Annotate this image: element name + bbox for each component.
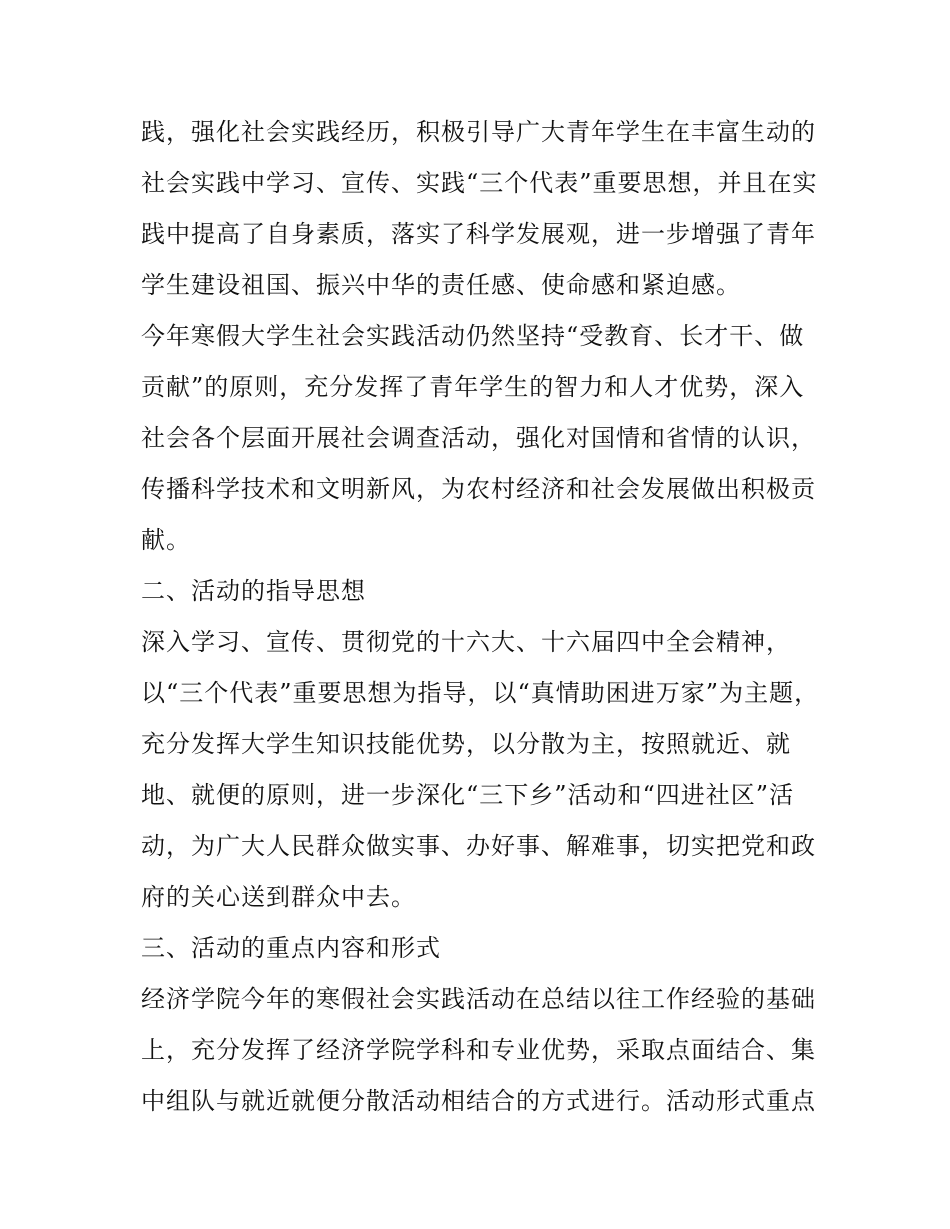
paragraph-line: 践，强化社会实践经历，积极引导广大青年学生在丰富生动的 [141,118,816,146]
paragraph-line: 贡献”的原则，充分发挥了青年学生的智力和人才优势，深入 [141,373,805,401]
paragraph-line: 地、就便的原则，进一步深化“三下乡”活动和“四进社区”活 [141,781,795,809]
paragraph-line: 府的关心送到群众中去。 [141,883,416,911]
document-body [141,107,821,1127]
paragraph-line: 充分发挥大学生知识技能优势，以分散为主，按照就近、就 [141,730,791,758]
paragraph-line: 传播科学技术和文明新风，为农村经济和社会发展做出积极贡 [141,475,816,503]
paragraph-line: 社会各个层面开展社会调查活动，强化对国情和省情的认识， [141,424,816,452]
paragraph-line: 学生建设祖国、振兴中华的责任感、使命感和紧迫感。 [141,271,741,299]
paragraph-line: 践中提高了自身素质，落实了科学发展观，进一步增强了青年 [141,220,816,248]
paragraph-line: 经济学院今年的寒假社会实践活动在总结以往工作经验的基础 [141,985,816,1013]
paragraph-line: 上，充分发挥了经济学院学科和专业优势，采取点面结合、集 [141,1036,816,1064]
paragraph-line: 动，为广大人民群众做实事、办好事、解难事，切实把党和政 [141,832,816,860]
paragraph-line: 社会实践中学习、宣传、实践“三个代表”重要思想，并且在实 [141,169,818,197]
section-heading: 二、活动的指导思想 [141,577,366,605]
paragraph-line: 中组队与就近就便分散活动相结合的方式进行。活动形式重点 [141,1087,816,1115]
section-heading: 三、活动的重点内容和形式 [141,934,441,962]
paragraph-line: 今年寒假大学生社会实践活动仍然坚持“受教育、长才干、做 [141,322,805,350]
paragraph-line: 深入学习、宣传、贯彻党的十六大、十六届四中全会精神， [141,628,791,656]
paragraph-line: 献。 [141,526,191,554]
paragraph-line: 以“三个代表”重要思想为指导，以“真情助困进万家”为主题， [141,679,820,707]
